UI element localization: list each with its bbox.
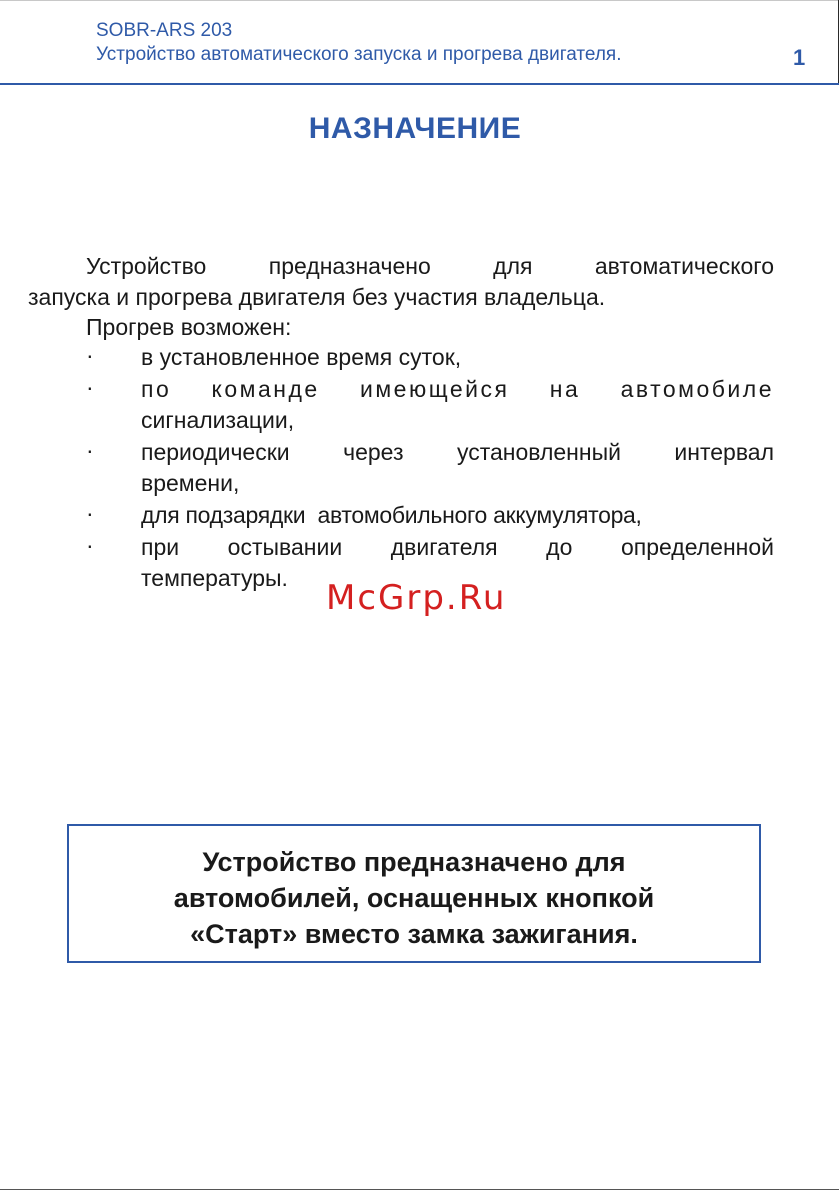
watermark: McGrp.Ru (326, 578, 507, 618)
bullet-icon: · (86, 374, 94, 400)
list-item (141, 374, 774, 436)
list-item (141, 500, 774, 531)
list-item-line: температуры. (141, 565, 288, 591)
bullet-icon: · (86, 437, 94, 463)
header-model: SOBR-ARS 203 (96, 20, 233, 41)
top-border (0, 0, 839, 1)
intro-line-1: Устройство предназначено для автоматического (86, 253, 774, 279)
header-divider (0, 83, 839, 85)
list-item-line: сигнализации, (141, 407, 295, 433)
bullet-icon: · (86, 532, 94, 558)
bullet-icon: · (86, 500, 94, 526)
page-number: 1 (793, 45, 806, 70)
intro-line-2: запуска и прогрева двигателя без участия владельца. (28, 284, 606, 310)
list-item-line: для подзарядки автомобильного аккумулятора, (141, 502, 642, 528)
notice-line: автомобилей, оснащенных кнопкой (173, 883, 655, 913)
list-item-line: периодически через установленный интервал (141, 439, 774, 465)
list-item-line: при остывании двигателя до определенной (141, 534, 774, 560)
list-item (141, 437, 774, 499)
notice-box (67, 824, 761, 963)
list-item-line: по команде имеющейся на автомобиле (141, 376, 774, 402)
list-item-line: времени, (141, 470, 240, 496)
notice-text (69, 844, 759, 952)
notice-line: «Старт» вместо замка зажигания. (190, 919, 638, 949)
page-header (96, 19, 622, 67)
notice-line: Устройство предназначено для (202, 847, 626, 877)
list-item (141, 342, 774, 373)
header-subtitle: Устройство автоматического запуска и прогрева двигателя. (96, 44, 622, 65)
bullet-icon: · (86, 342, 94, 368)
list-item-line: в установленное время суток, (141, 344, 462, 370)
intro-lead: Прогрев возможен: (86, 314, 292, 340)
page-title: НАЗНАЧЕНИЕ (308, 112, 522, 145)
bottom-border (0, 1189, 839, 1190)
